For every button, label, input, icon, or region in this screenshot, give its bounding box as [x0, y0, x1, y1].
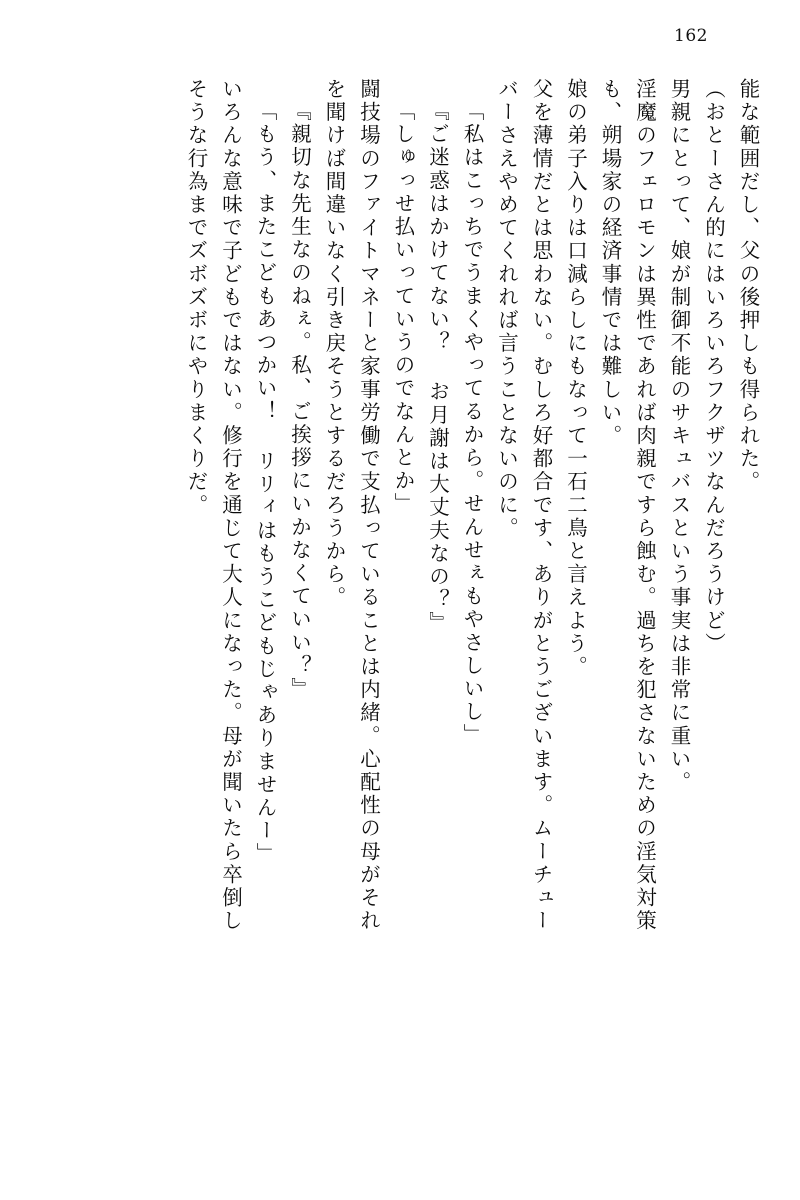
body-text-block: [42, 78, 758, 1158]
text-line: 闘技場のファイトマネーと家事労働で支払っていることは内緒。心配性の母がそれ: [356, 78, 381, 933]
text-line: 「もう、またこどもあつかい！ リリィはもうこどもじゃありませんー」: [253, 100, 277, 866]
text-line: 父を薄情だとは思わない。むしろ好都合です、ありがとうございます。ムーチュー: [529, 78, 553, 933]
text-line: 娘の弟子入りは口減らしにもなって一石二鳥と言えよう。: [563, 78, 588, 679]
text-line: 「しゅっせ払いっていうのでなんとか」: [391, 100, 415, 516]
text-line: を聞けば間違いなく引き戻そうとするだろうから。: [322, 78, 346, 610]
page-number: 162: [674, 26, 708, 46]
text-line: 「私はこっちでうまくやってるから。せんせぇもやさしいし」: [460, 100, 484, 747]
text-line: 『ご迷惑はかけてない？ お月謝は大丈夫なの？』: [425, 100, 450, 635]
text-line: そうな行為までズボズボにやりまくりだ。: [184, 78, 208, 517]
text-line: 淫魔のフェロモンは異性であれば肉親ですら蝕む。過ちを犯さないための淫気対策: [632, 78, 657, 933]
text-line: も、朔場家の経済事情では難しい。: [598, 78, 622, 448]
text-line: 男親にとって、娘が制御不能のサキュバスという事実は非常に重い。: [667, 78, 691, 795]
text-line: （おとーさん的にはいろいろフクザツなんだろうけど）: [701, 78, 726, 656]
text-line: 『親切な先生なのねぇ。私、ご挨拶にいかなくていい？』: [287, 100, 312, 701]
text-line: いろんな意味で子どもではない。修行を通じて大人になった。母が聞いたら卒倒し: [218, 78, 243, 933]
text-line: バーさえやめてくれれば言うことないのに。: [494, 78, 519, 540]
text-line: 能な範囲だし、父の後押しも得られた。: [736, 78, 760, 494]
